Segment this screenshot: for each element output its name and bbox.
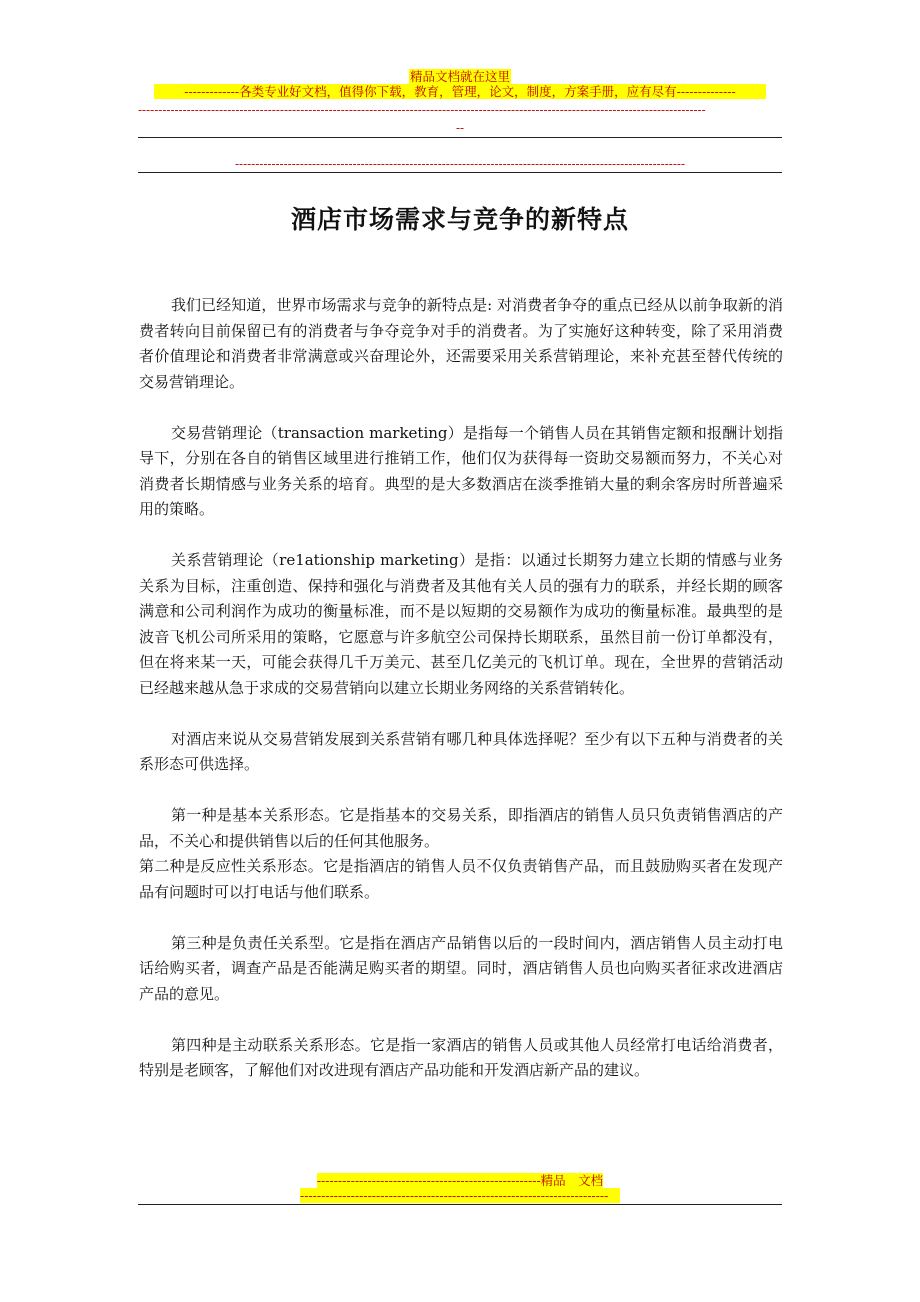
header-divider-bottom (138, 172, 782, 173)
paragraph-type-2: 第二种是反应性关系形态。它是指酒店的销售人员不仅负责销售产品，而且鼓励购买者在发现产品有问题时可以打电话与他们联系。 (139, 857, 783, 901)
header-top-label: 精品文档就在这里 (409, 69, 510, 84)
paragraph-intro: 我们已经知道，世界市场需求与竞争的新特点是: 对消费者争夺的重点已经从以前争取新的消费者转向目前保留已有的消费者与争夺竞争对手的消费者。为了实施好这种转变，除了采用消费者价值理论和消费者非常满意或兴奋理论外，还需要采用关系营销理论，来补充甚至替代传统的交易营销理论。 (139, 296, 783, 391)
paragraph-relationship-marketing: 关系营销理论（re1ationship marketing）是指：以通过长期努力建立长期的情感与业务关系为目标，注重创造、保持和强化与消费者及其他有关人员的强有力的联系，并经长期的顾客满意和公司利润作为成功的衡量标准，而不是以短期的交易额作为成功的衡量标准。最典型的是波音飞机公司所采用的策略，它愿意与许多航空公司保持长期联系，虽然目前一份订单都没有，但在将来某一天，可能会获得几千万美元、甚至几亿美元的飞机订单。现在，全世界的营销活动已经越来越从急于求成的交易营销向以建立长期业务网络的关系营销转化。 (139, 551, 783, 697)
footer-dash-line: ------------------------------------------------------------------------- (300, 1188, 620, 1203)
footer-divider (138, 1204, 782, 1205)
paragraph-type-1: 第一种是基本关系形态。它是指基本的交易关系，即指酒店的销售人员只负责销售酒店的产品，不关心和提供销售以后的任何其他服务。 (139, 806, 783, 850)
header-dash-line-short: --------------------------------------------------------------------------------------------------------------- (234, 157, 686, 171)
document-body (139, 293, 783, 1109)
footer-label: -----------------------------------------------------精品 文档 (316, 1173, 604, 1188)
paragraph-relationship-options: 对酒店来说从交易营销发展到关系营销有哪几种具体选择呢？至少有以下五种与消费者的关系形态可供选择。 (139, 729, 783, 773)
paragraph-transaction-marketing: 交易营销理论（transaction marketing）是指每一个销售人员在其销售定额和报酬计划指导下，分别在各自的销售区域里进行推销工作，他们仅为获得每一资助交易额而努力，不关心对消费者长期情感与业务关系的培育。典型的是大多数酒店在淡季推销大量的剩余客房时所普遍采用的策略。 (139, 423, 783, 518)
header-banner: -------------各类专业好文档，值得你下载，教育，管理，论文，制度，方案手册，应有尽有-------------- (154, 84, 766, 99)
paragraph-type-4: 第四种是主动联系关系形态。它是指一家酒店的销售人员或其他人员经常打电话给消费者，特别是老顾客，了解他们对改进现有酒店产品功能和开发酒店新产品的建议。 (139, 1035, 783, 1079)
paragraph-type-3: 第三种是负责任关系型。它是指在酒店产品销售以后的一段时间内，酒店销售人员主动打电话给购买者，调查产品是否能满足购买者的期望。同时，酒店销售人员也向购买者征求改进酒店产品的意见。 (139, 933, 783, 1003)
header-dash-tail: -- (455, 121, 465, 135)
header-divider-top (138, 137, 782, 138)
header-dash-line: -------------------------------------------------------------------------------------------------------------------------------------------- (138, 103, 706, 117)
document-title: 酒店市场需求与竞争的新特点 (290, 205, 629, 234)
